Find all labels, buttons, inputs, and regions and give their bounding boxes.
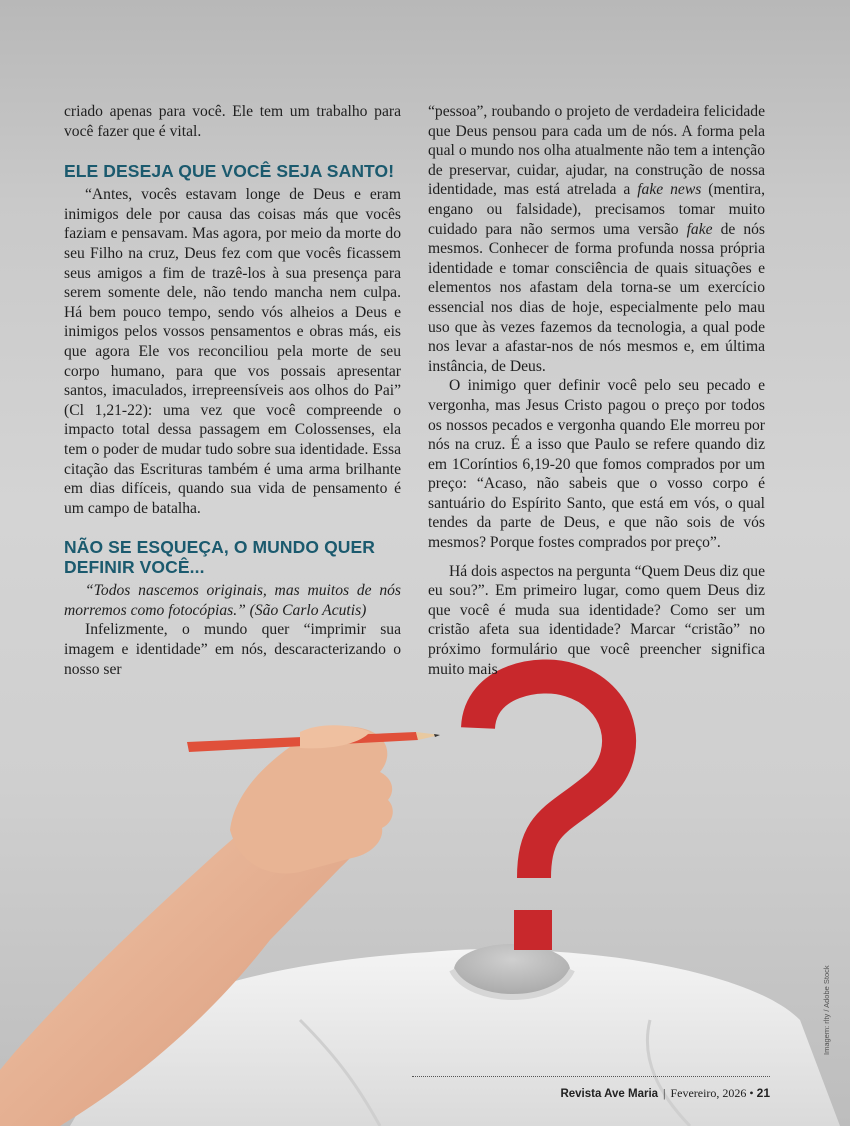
footer-divider — [412, 1076, 770, 1077]
section-heading: NÃO SE ESQUEÇA, O MUNDO QUER DEFINIR VOCÊ... — [64, 537, 376, 578]
right-column — [428, 102, 765, 679]
issue-date: Fevereiro, 2026 • — [670, 1086, 754, 1100]
left-column — [64, 102, 401, 679]
paragraph: “pessoa”, roubando o projeto de verdadeira felicidade que Deus pensou para cada um de nós. A forma pela qual o mundo nos olha atualmente não tem a intenção de preservar, cuidar, ajudar, na construção de nossa identidade, mas está atrelada a fake news (mentira, engano ou falsidade), precisamos tomar muito cuidado para não sermos uma versão fake de nós mesmos. Conhecer de forma profunda nossa própria identidade e tomar consciência de quais situações e elementos nos afastam dela torna-se um exercício essencial nos dias de hoje, especialmente pelo mau uso que às vezes fazemos da tecnologia, a qual pode nos levar a afastar-nos de nós mesmos e, em última instância, de Deus. — [428, 103, 765, 375]
page-footer — [412, 1086, 770, 1101]
question-mark-dot — [514, 910, 552, 950]
paragraph: “Antes, vocês estavam longe de Deus e eram inimigos dele por causa das coisas más que vocês faziam e pensavam. Mas agora, por meio da morte do seu Filho na cruz, Deus fez com que vocês ficassem seus amigos a fim de trazê-los à sua presença para serem somente dele, não tendo mancha nem culpa. Há bem pouco tempo, sendo vós alheios a Deus e inimigos pelos vossos pensamentos e obras más, eis que agora Ele vos reconciliou pela morte de seu corpo humano, para que vos possais apresentar santos, imaculados, irrepreensíveis aos olhos do Pai” (Cl 1,21-22): uma vez que você compreende o impacto total dessa passagem em Colossenses, ela tem o poder de mudar tudo sobre sua identidade. Essa citação das Escrituras também é uma arma brilhante em dias difíceis, quando sua vida de pensamento é um campo de batalha. — [64, 186, 401, 517]
paragraph: O inimigo quer definir você pelo seu pecado e vergonha, mas Jesus Cristo pagou o preço por todos os nossos pecados e vergonha quando Ele morreu por nós na cruz. É a isso que Paulo se refere quando diz em 1Coríntios 6,19-20 que fomos comprados por um preço: “Acaso, não sabeis que o vosso corpo é santuário do Espírito Santo, que está em vós, o qual tendes da parte de Deus, e que não sois de vós mesmos? Porque fostes comprados por preço”. — [428, 377, 765, 552]
paragraph: Infelizmente, o mundo quer “imprimir sua imagem e identidade” em nós, descaracterizando o nosso ser — [64, 621, 401, 678]
red-question-mark — [478, 676, 619, 878]
image-credit: Imagem: rlty / Adobe Stock — [822, 965, 831, 1055]
question-mark-head-illustration — [0, 640, 850, 1126]
epigraph-quote: “Todos nascemos originais, mas muitos de nós morremos como fotocópias.” (São Carlo Acutis) — [64, 582, 401, 619]
page-number: 21 — [756, 1086, 770, 1100]
emphasis: fake news — [637, 181, 702, 199]
paragraph: Há dois aspectos na pergunta “Quem Deus diz que eu sou?”. Em primeiro lugar, como quem Deus diz que você é muda sua identidade? Como ser um cristão afeta sua identidade? Marcar “cristão” no próximo formulário que você preencher significa muito mais — [428, 562, 765, 678]
footer-separator: | — [663, 1086, 666, 1100]
emphasis: fake — [686, 220, 713, 238]
magazine-name: Revista Ave Maria — [560, 1088, 659, 1100]
paragraph: criado apenas para você. Ele tem um trabalho para você fazer que é vital. — [64, 103, 401, 140]
section-heading: ELE DESEJA QUE VOCÊ SEJA SANTO! — [64, 161, 395, 182]
